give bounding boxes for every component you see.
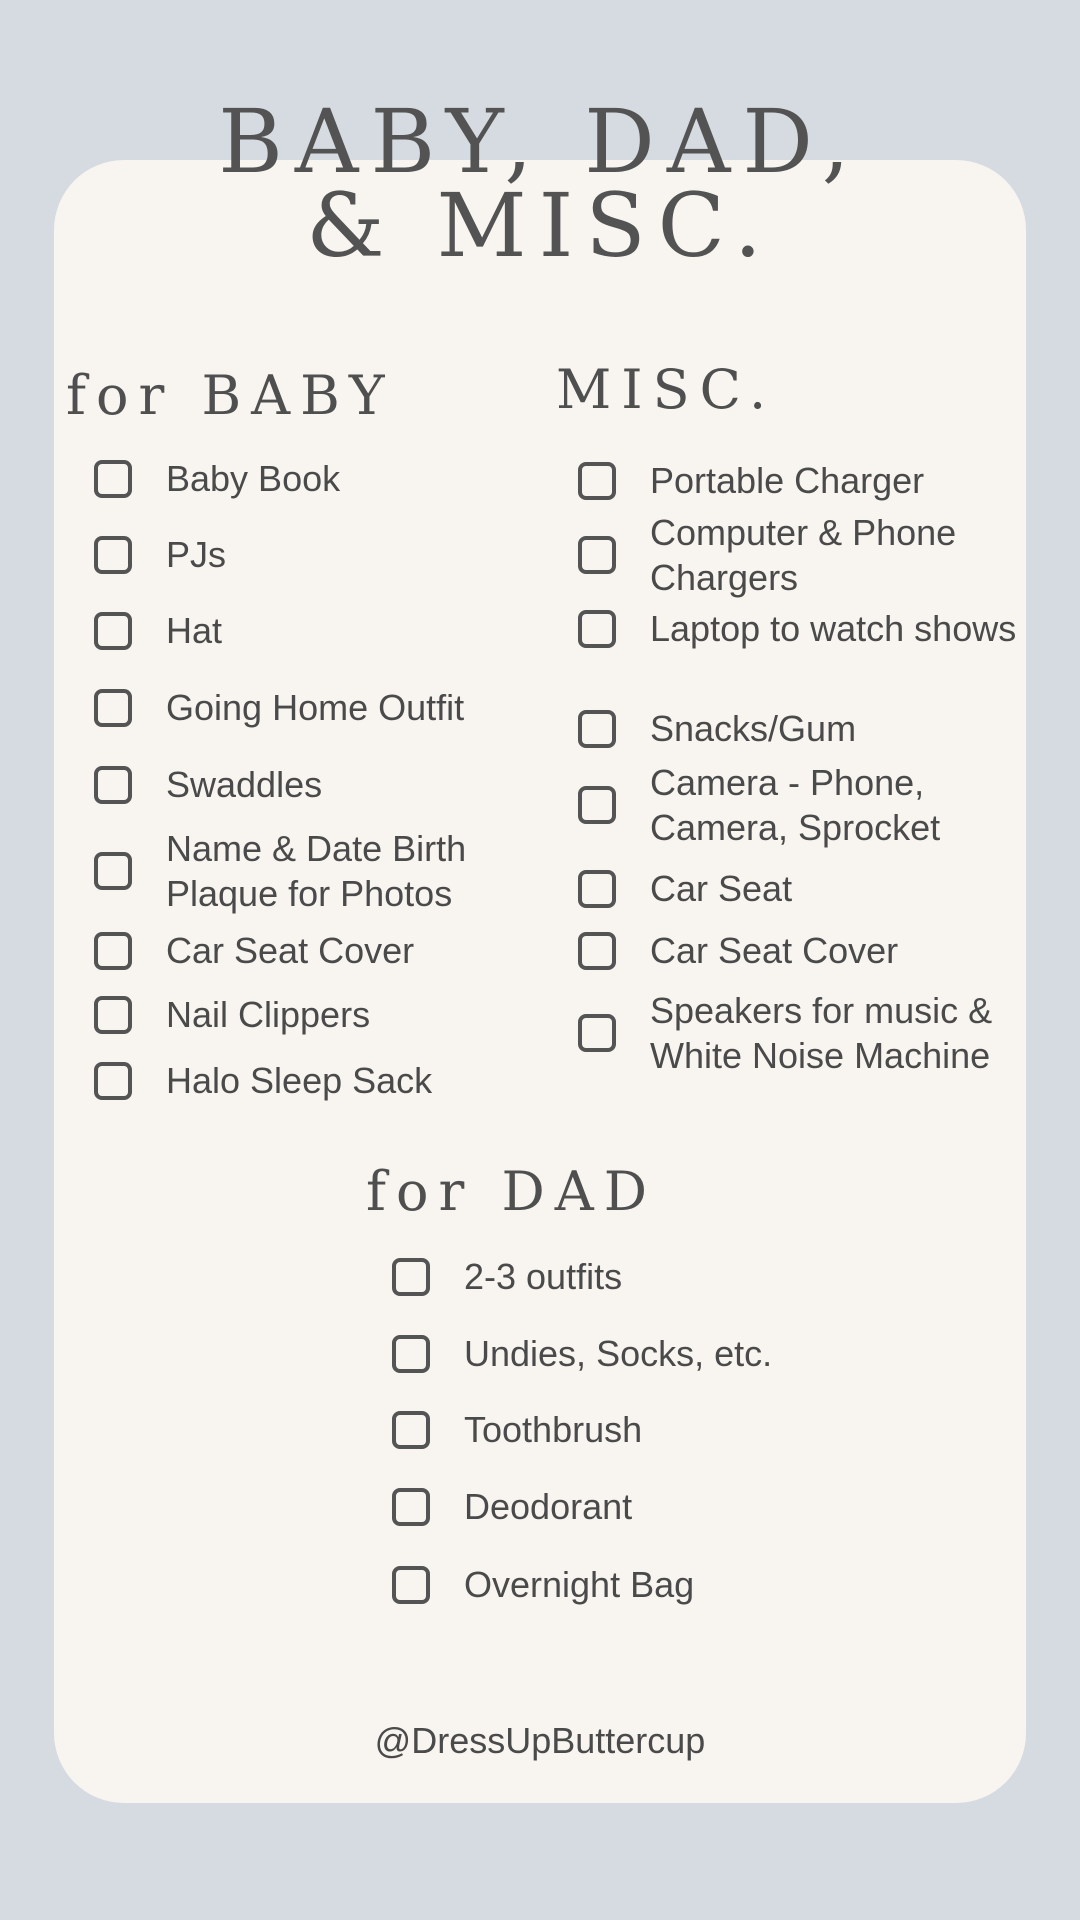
checkbox[interactable] — [392, 1488, 430, 1526]
checklist-item[interactable] — [94, 1058, 516, 1103]
checkbox[interactable] — [94, 932, 132, 970]
item-label: Car Seat Cover — [650, 930, 899, 971]
checkbox[interactable] — [392, 1411, 430, 1449]
checklist-item[interactable] — [392, 1562, 864, 1607]
checklist-item[interactable] — [94, 928, 516, 973]
checkbox[interactable] — [578, 536, 616, 574]
checkbox[interactable] — [392, 1258, 430, 1296]
checklist-item[interactable] — [94, 685, 516, 730]
item-label: Nail Clippers — [166, 994, 371, 1035]
item-label: Going Home Outfit — [166, 687, 465, 728]
checkbox[interactable] — [578, 610, 616, 648]
checklist-item[interactable] — [94, 992, 516, 1037]
checklist-item[interactable] — [578, 606, 1020, 651]
checkbox[interactable] — [94, 852, 132, 890]
item-label: Laptop to watch shows — [650, 608, 1017, 649]
checkbox[interactable] — [392, 1566, 430, 1604]
item-label: Camera - Phone, Camera, Sprocket — [650, 762, 941, 848]
checkbox[interactable] — [578, 1014, 616, 1052]
checkbox[interactable] — [94, 1062, 132, 1100]
checklist-item[interactable] — [578, 510, 1020, 600]
checklist-item[interactable] — [392, 1254, 864, 1299]
baby-section-heading: for BABY — [66, 364, 395, 427]
checklist-item[interactable] — [392, 1484, 864, 1529]
item-label: Undies, Socks, etc. — [464, 1333, 773, 1374]
checkbox[interactable] — [578, 870, 616, 908]
item-label: Deodorant — [464, 1486, 633, 1527]
dad-section-heading: for DAD — [366, 1160, 658, 1223]
item-label: Car Seat Cover — [166, 930, 415, 971]
checklist-item[interactable] — [94, 456, 516, 501]
checkbox[interactable] — [578, 932, 616, 970]
item-label: Portable Charger — [650, 460, 925, 501]
checklist-item[interactable] — [578, 706, 1020, 751]
item-label: Snacks/Gum — [650, 708, 857, 749]
checkbox[interactable] — [94, 689, 132, 727]
page-title — [0, 90, 1080, 277]
item-label: Computer & Phone Chargers — [650, 512, 957, 598]
checkbox[interactable] — [94, 766, 132, 804]
checklist-item[interactable] — [392, 1331, 864, 1376]
checkbox[interactable] — [94, 536, 132, 574]
misc-section-heading: MISC. — [556, 358, 777, 421]
checkbox[interactable] — [578, 786, 616, 824]
checklist-item[interactable] — [94, 532, 516, 577]
checkbox[interactable] — [94, 612, 132, 650]
item-label: Baby Book — [166, 458, 341, 499]
title-line-2: & MISC. — [306, 174, 774, 277]
checkbox[interactable] — [94, 996, 132, 1034]
checklist-item[interactable] — [578, 988, 1020, 1078]
item-label: Halo Sleep Sack — [166, 1060, 433, 1101]
item-label: Overnight Bag — [464, 1564, 695, 1605]
item-label: Toothbrush — [464, 1409, 643, 1450]
checklist-item[interactable] — [578, 866, 1020, 911]
checklist-item[interactable] — [392, 1407, 864, 1452]
checklist-item[interactable] — [94, 608, 516, 653]
item-label: PJs — [166, 534, 227, 575]
checkbox[interactable] — [392, 1335, 430, 1373]
checklist-item[interactable] — [578, 458, 1020, 503]
item-label: Name & Date Birth Plaque for Photos — [166, 828, 467, 914]
item-label: Swaddles — [166, 764, 323, 805]
checklist-item[interactable] — [578, 760, 1020, 850]
checklist-item[interactable] — [578, 928, 1020, 973]
social-handle: @DressUpButtercup — [374, 1720, 706, 1761]
checklist-item[interactable] — [94, 826, 516, 916]
item-label: Car Seat — [650, 868, 793, 909]
checkbox[interactable] — [94, 460, 132, 498]
item-label: 2-3 outfits — [464, 1256, 623, 1297]
checkbox[interactable] — [578, 710, 616, 748]
checklist-item[interactable] — [94, 762, 516, 807]
item-label: Hat — [166, 610, 223, 651]
title-line-1: BABY, DAD, — [218, 90, 862, 193]
item-label: Speakers for music & White Noise Machine — [650, 990, 993, 1076]
checkbox[interactable] — [578, 462, 616, 500]
